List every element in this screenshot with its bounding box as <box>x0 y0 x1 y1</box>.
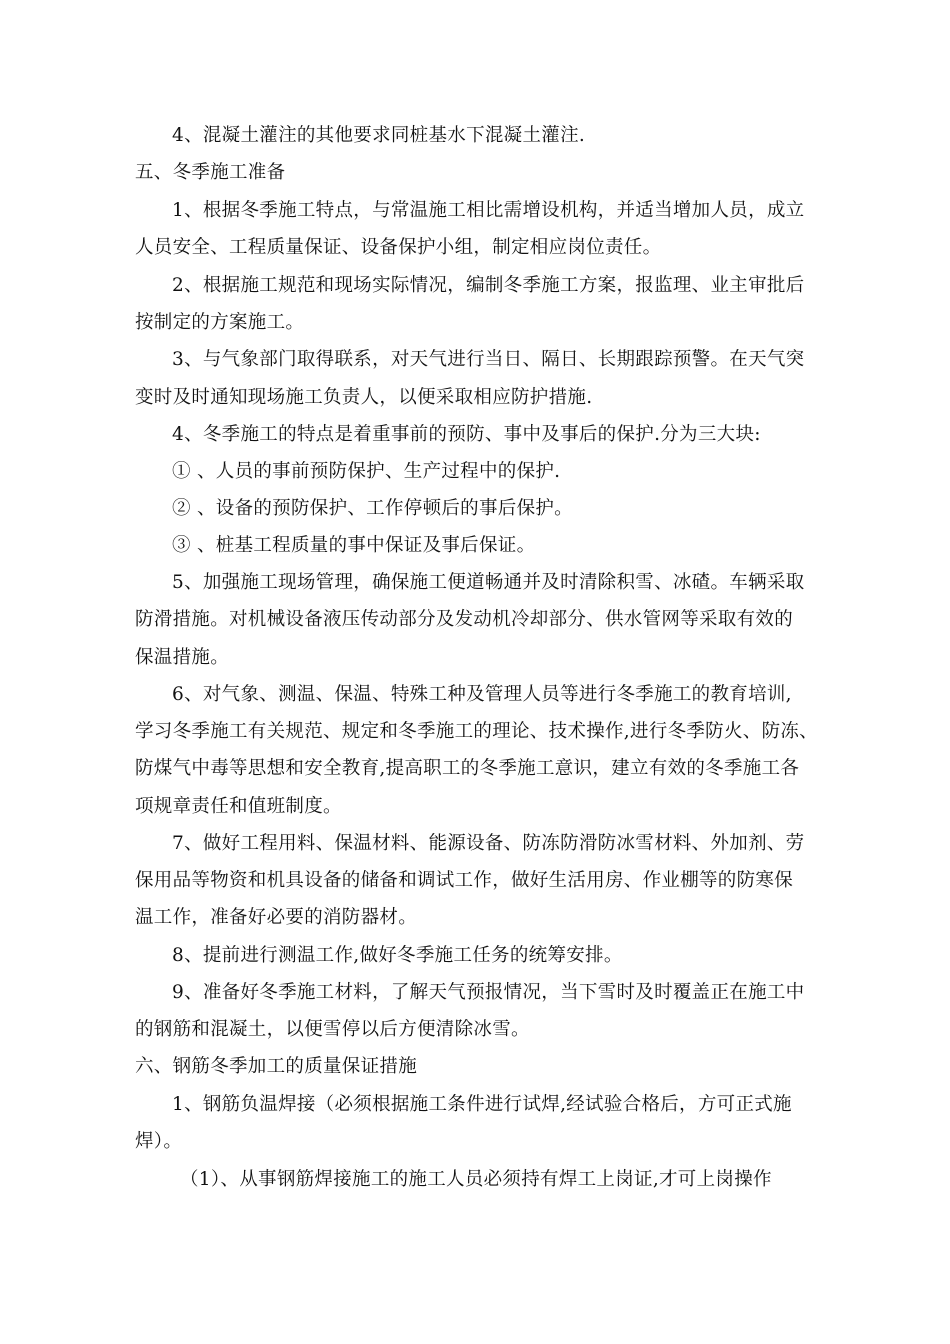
text-line: 4、混凝土灌注的其他要求同桩基水下混凝土灌注. <box>172 125 586 146</box>
section-heading: 五、冬季施工准备 <box>135 162 286 183</box>
text-line: 8、提前进行测温工作,做好冬季施工任务的统筹安排。 <box>172 945 623 966</box>
text-line: 保用品等物资和机具设备的储备和调试工作，做好生活用房、作业棚等的防寒保 <box>135 870 794 891</box>
text-line: （1）、从事钢筋焊接施工的施工人员必须持有焊工上岗证,才可上岗操作 <box>180 1169 772 1190</box>
text-line: 3、与气象部门取得联系，对天气进行当日、隔日、长期跟踪预警。在天气突 <box>172 349 805 370</box>
text-line: 焊）。 <box>135 1131 183 1152</box>
text-line: 6、对气象、测温、保温、特殊工种及管理人员等进行冬季施工的教育培训, <box>172 684 792 705</box>
list-item: ③ 、桩基工程质量的事中保证及事后保证。 <box>172 535 536 556</box>
text-line: 按制定的方案施工。 <box>135 312 305 333</box>
list-item: ② 、设备的预防保护、工作停顿后的事后保护。 <box>172 498 573 519</box>
text-line: 防煤气中毒等思想和安全教育,提高职工的冬季施工意识，建立有效的冬季施工各 <box>135 758 800 779</box>
text-line: 9、准备好冬季施工材料，了解天气预报情况，当下雪时及时覆盖正在施工中 <box>172 982 805 1003</box>
section-heading: 六、钢筋冬季加工的质量保证措施 <box>135 1056 418 1077</box>
text-line: 4、冬季施工的特点是着重事前的预防、事中及事后的保护.分为三大块: <box>172 424 761 445</box>
text-line: 项规章责任和值班制度。 <box>135 796 342 817</box>
text-line: 5、加强施工现场管理，确保施工便道畅通并及时清除积雪、冰碴。车辆采取 <box>172 572 805 593</box>
text-line: 人员安全、工程质量保证、设备保护小组，制定相应岗位责任。 <box>135 237 662 258</box>
text-line: 保温措施。 <box>135 647 230 668</box>
text-line: 温工作，准备好必要的消防器材。 <box>135 907 418 928</box>
text-line: 防滑措施。对机械设备液压传动部分及发动机冷却部分、供水管网等采取有效的 <box>135 609 794 630</box>
text-line: 7、做好工程用料、保温材料、能源设备、防冻防滑防冰雪材料、外加剂、劳 <box>172 833 805 854</box>
text-line: 1、钢筋负温焊接（必须根据施工条件进行试焊,经试验合格后，方可正式施 <box>172 1094 792 1115</box>
text-line: 学习冬季施工有关规范、规定和冬季施工的理论、技术操作,进行冬季防火、防冻、 <box>135 721 818 742</box>
text-line: 变时及时通知现场施工负责人，以便采取相应防护措施. <box>135 387 593 408</box>
text-line: 2、根据施工规范和现场实际情况，编制冬季施工方案，报监理、业主审批后 <box>172 275 805 296</box>
text-line: 的钢筋和混凝土，以便雪停以后方便清除冰雪。 <box>135 1019 530 1040</box>
list-item: ① 、人员的事前预防保护、生产过程中的保护. <box>172 461 561 482</box>
text-line: 1、根据冬季施工特点，与常温施工相比需增设机构，并适当增加人员，成立 <box>172 200 805 221</box>
